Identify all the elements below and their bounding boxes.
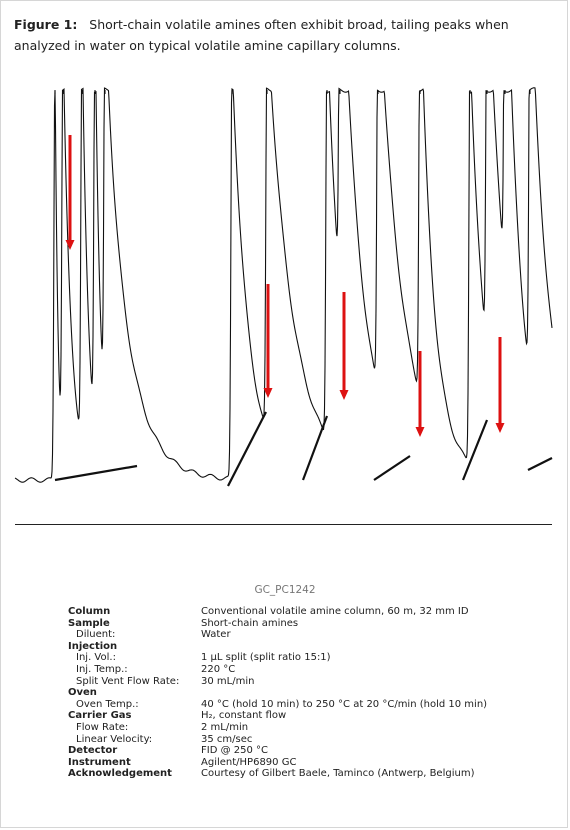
integration-baseline-4 [374,456,410,480]
condition-value: Courtesy of Gilbert Baele, Taminco (Antwerp, Belgium) [201,768,475,780]
condition-label: Acknowledgement [68,768,172,780]
condition-label: Inj. Temp.: [76,663,128,675]
condition-value: FID @ 250 °C [201,745,269,757]
integration-baseline-2 [228,412,266,486]
condition-value: 35 cm/sec [201,733,253,745]
condition-value: 40 °C (hold 10 min) to 250 °C at 20 °C/min (hold 10 min) [201,698,488,710]
tailing-arrow-head [496,423,505,433]
tailing-arrow-head [340,390,349,400]
condition-value: 220 °C [201,663,236,675]
condition-label: Inj. Vol.: [76,652,116,664]
tailing-arrow-head [416,427,425,437]
condition-value: Water [201,629,231,641]
chromatogram-trace [15,88,552,482]
condition-value: 1 µL split (split ratio 15:1) [201,652,331,664]
condition-value: Short-chain amines [201,617,299,629]
condition-label: Injection [68,640,118,652]
condition-label: Carrier Gas [68,710,132,722]
integration-baseline-3 [303,416,327,480]
condition-label: Instrument [68,756,131,768]
tailing-arrow-3 [340,292,349,400]
chart-code: GC_PC1242 [254,584,316,596]
condition-label: Sample [68,617,110,629]
condition-label: Diluent: [76,629,116,641]
tailing-arrow-4 [416,351,425,437]
figure-caption-text: Short-chain volatile amines often exhibit broad, tailing peaks when analyzed in water on typical volatile amine capillary columns. [14,17,509,53]
condition-label: Linear Velocity: [76,733,153,745]
condition-label: Oven Temp.: [76,698,139,710]
figure-label: Figure 1: [14,17,78,32]
condition-label: Detector [68,745,118,757]
figure-caption [14,14,554,56]
chromatogram [0,80,570,520]
tailing-arrow-head [66,240,75,250]
condition-label: Flow Rate: [76,721,129,733]
condition-value: H₂, constant flow [201,710,287,722]
condition-label: Split Vent Flow Rate: [76,675,180,687]
tailing-arrow-5 [496,337,505,433]
chart-divider [15,524,552,525]
condition-value: 30 mL/min [201,675,255,687]
integration-baseline-1 [55,466,137,480]
condition-value: Agilent/HP6890 GC [201,756,297,768]
integration-baseline-6 [528,458,552,470]
condition-value: Conventional volatile amine column, 60 m, 32 mm ID [201,606,469,617]
condition-value: 2 mL/min [201,721,249,733]
condition-label: Oven [68,687,97,699]
condition-label: Column [68,606,111,617]
